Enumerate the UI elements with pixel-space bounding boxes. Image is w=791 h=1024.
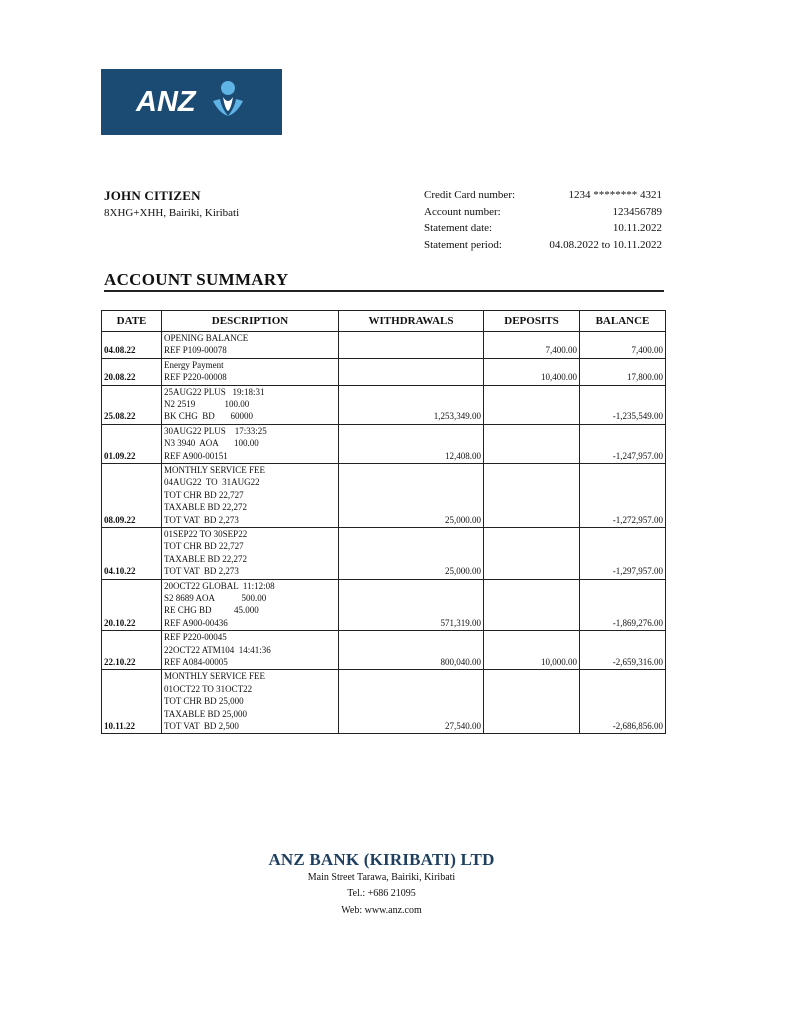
table-row xyxy=(102,463,666,527)
cell-deposit xyxy=(484,579,580,631)
cell-withdrawal: 800,040.00 xyxy=(339,631,484,670)
cell-description xyxy=(162,631,339,670)
cell-date: 04.10.22 xyxy=(102,527,162,579)
summary-divider xyxy=(104,290,664,292)
description-line: 25AUG22 PLUS 19:18:31 xyxy=(164,386,265,397)
table-row xyxy=(102,527,666,579)
account-info xyxy=(424,189,662,255)
col-header-withdrawals: WITHDRAWALS xyxy=(339,311,484,332)
cell-description xyxy=(162,527,339,579)
cell-deposit: 10,400.00 xyxy=(484,358,580,385)
description-line: REF P220-00045 xyxy=(164,632,227,643)
account-info-value: 10.11.2022 xyxy=(612,222,662,234)
cell-deposit xyxy=(484,463,580,527)
table-row xyxy=(102,332,666,359)
cell-description xyxy=(162,358,339,385)
description-line: REF P220-00008 xyxy=(164,372,227,383)
cell-withdrawal: 12,408.00 xyxy=(339,424,484,463)
table-row xyxy=(102,631,666,670)
customer-address: 8XHG+XHH, Bairiki, Kiribati xyxy=(104,207,240,219)
cell-withdrawal xyxy=(339,358,484,385)
description-line: Energy Payment xyxy=(164,359,224,370)
account-info-value: 123456789 xyxy=(612,205,662,218)
description-line: TOT CHR BD 22,727 xyxy=(164,541,244,552)
cell-description xyxy=(162,332,339,359)
cell-balance: 7,400.00 xyxy=(580,332,666,359)
cell-withdrawal: 1,253,349.00 xyxy=(339,385,484,424)
description-line: TAXABLE BD 22,272 xyxy=(164,553,248,564)
footer-tel: Tel.: +686 21095 xyxy=(347,888,416,899)
footer-web: Web: www.anz.com xyxy=(341,905,422,916)
cell-date: 20.08.22 xyxy=(102,358,162,385)
description-line: OPENING BALANCE xyxy=(164,333,249,343)
description-line: REF A900-00151 xyxy=(164,450,228,461)
table-row xyxy=(102,358,666,385)
description-line: TOT CHR BD 25,000 xyxy=(164,696,244,707)
col-header-deposits: DEPOSITS xyxy=(484,311,580,332)
footer-bank-name: ANZ BANK (KIRIBATI) LTD xyxy=(268,850,495,869)
cell-balance: -2,659,316.00 xyxy=(580,631,666,670)
summary-title: ACCOUNT SUMMARY xyxy=(104,270,289,289)
description-line: TAXABLE BD 25,000 xyxy=(164,708,248,719)
description-line: RE CHG BD 45.000 xyxy=(164,605,259,616)
description-line: BK CHG BD 60000 xyxy=(164,411,254,422)
cell-date: 25.08.22 xyxy=(102,385,162,424)
description-line: 01OCT22 TO 31OCT22 xyxy=(164,683,253,694)
cell-date: 08.09.22 xyxy=(102,463,162,527)
account-info-row xyxy=(424,189,662,206)
description-line: TOT VAT BD 2,273 xyxy=(164,514,239,525)
table-row xyxy=(102,385,666,424)
col-header-date: DATE xyxy=(102,311,162,332)
description-line: MONTHLY SERVICE FEE xyxy=(164,464,266,475)
account-info-row xyxy=(424,222,662,239)
cell-balance: -2,686,856.00 xyxy=(580,670,666,734)
account-info-label: Statement date: xyxy=(424,222,493,234)
cell-deposit xyxy=(484,385,580,424)
cell-date: 20.10.22 xyxy=(102,579,162,631)
logo-text: ANZ xyxy=(136,86,196,118)
footer-address: Main Street Tarawa, Bairiki, Kiribati xyxy=(307,872,456,883)
cell-date: 22.10.22 xyxy=(102,631,162,670)
description-line: TAXABLE BD 22,272 xyxy=(164,502,248,513)
account-info-row xyxy=(424,239,662,256)
description-line: 01SEP22 TO 30SEP22 xyxy=(164,528,248,539)
cell-deposit: 10,000.00 xyxy=(484,631,580,670)
description-line: TOT VAT BD 2,273 xyxy=(164,566,239,577)
account-info-value: 04.08.2022 to 10.11.2022 xyxy=(549,238,662,251)
cell-balance: -1,869,276.00 xyxy=(580,579,666,631)
cell-description xyxy=(162,385,339,424)
description-line: N3 3940 AOA 100.00 xyxy=(164,438,259,449)
table-row xyxy=(102,670,666,734)
cell-deposit xyxy=(484,527,580,579)
description-line: MONTHLY SERVICE FEE xyxy=(164,671,266,682)
cell-withdrawal: 25,000.00 xyxy=(339,463,484,527)
description-line: TOT CHR BD 22,727 xyxy=(164,489,244,500)
cell-deposit xyxy=(484,424,580,463)
cell-balance: -1,272,957.00 xyxy=(580,463,666,527)
cell-withdrawal: 571,319.00 xyxy=(339,579,484,631)
cell-description xyxy=(162,579,339,631)
cell-balance: 17,800.00 xyxy=(580,358,666,385)
description-line: 22OCT22 ATM104 14:41:36 xyxy=(164,644,271,655)
cell-balance: -1,297,957.00 xyxy=(580,527,666,579)
cell-date: 01.09.22 xyxy=(102,424,162,463)
col-header-balance: BALANCE xyxy=(580,311,666,332)
account-info-label: Statement period: xyxy=(424,238,502,251)
col-header-description: DESCRIPTION xyxy=(162,311,339,332)
cell-deposit xyxy=(484,670,580,734)
cell-withdrawal xyxy=(339,332,484,359)
account-info-row xyxy=(424,206,662,223)
cell-balance: -1,247,957.00 xyxy=(580,424,666,463)
cell-description xyxy=(162,424,339,463)
bank-logo xyxy=(101,69,282,135)
description-line: REF A084-00005 xyxy=(164,656,228,667)
description-line: TOT VAT BD 2,500 xyxy=(164,720,239,731)
cell-balance: -1,235,549.00 xyxy=(580,385,666,424)
cell-date: 04.08.22 xyxy=(102,332,162,359)
cell-date: 10.11.22 xyxy=(102,670,162,734)
cell-description xyxy=(162,463,339,527)
description-line: 30AUG22 PLUS 17:33:25 xyxy=(164,425,267,436)
cell-description xyxy=(162,670,339,734)
customer-name: JOHN CITIZEN xyxy=(104,188,201,203)
table-header-row xyxy=(102,311,666,332)
account-summary-table xyxy=(101,310,666,734)
cell-withdrawal: 25,000.00 xyxy=(339,527,484,579)
description-line: REF A900-00436 xyxy=(164,617,228,628)
description-line: 04AUG22 TO 31AUG22 xyxy=(164,477,260,488)
description-line: N2 2519 100.00 xyxy=(164,399,250,409)
account-info-label: Account number: xyxy=(424,205,501,218)
description-line: 20OCT22 GLOBAL 11:12:08 xyxy=(164,580,275,591)
cell-deposit: 7,400.00 xyxy=(484,332,580,359)
description-line: S2 8689 AOA 500.00 xyxy=(164,592,267,603)
table-row xyxy=(102,579,666,631)
cell-withdrawal: 27,540.00 xyxy=(339,670,484,734)
anz-people-icon xyxy=(210,79,250,125)
account-info-label: Credit Card number: xyxy=(424,189,516,201)
account-info-value: 1234 ******** 4321 xyxy=(568,189,662,201)
description-line: REF P109-00078 xyxy=(164,345,227,356)
table-row xyxy=(102,424,666,463)
